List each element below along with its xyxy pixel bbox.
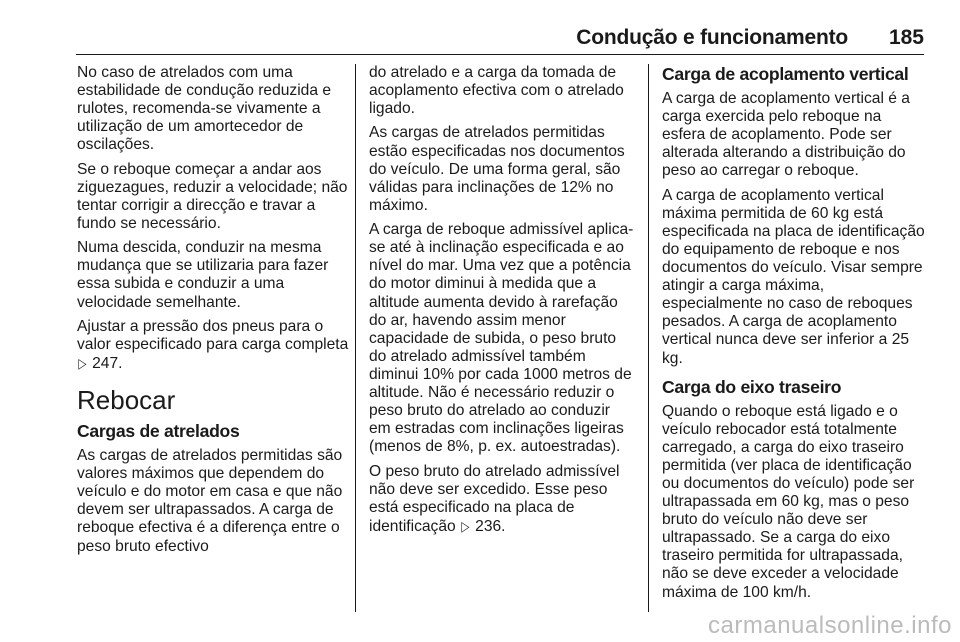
subsection-heading: Cargas de atrelados xyxy=(77,421,240,442)
paragraph: Se o reboque começar a andar aos ziguezagues, reduzir a velocidade; não tentar corrigir a direcção e travar a fundo se necessário. xyxy=(77,160,348,232)
section-title: Condução e funcionamento xyxy=(576,26,848,49)
subsection-heading: Carga do eixo traseiro xyxy=(662,376,842,397)
page-reference-link[interactable]: 247. xyxy=(92,354,123,372)
header-rule xyxy=(76,54,924,55)
paragraph: Quando o reboque está ligado e o veículo rebocador está totalmente carregado, a carga do eixo traseiro permitida (ver placa de identificação ou documentos do veículo) pode ser ultrapassada em 60 kg, mas o peso bruto do veículo não deve ser ultrapassado. Se a carga do eixo traseiro permitida for ultrapassada, não se deve exceder a velocidade máxima de 100 km/h. xyxy=(662,402,915,601)
paragraph: As cargas de atrelados permitidas são valores máximos que dependem do veículo e do motor em casa e que não devem ser ultrapassados. A carga de reboque efectiva é a diferença entre o peso bruto efectivo xyxy=(77,447,343,555)
paragraph: A carga de acoplamento vertical máxima permitida de 60 kg está especificada na placa de identificação do equipamento de reboque e nos documentos do veículo. Visar sempre atingir a carga máxima, especialmente no caso de reboques pesados. A carga de acoplamento vertical nunca deve ser inferior a 25 kg. xyxy=(662,186,925,367)
column-2 xyxy=(369,64,635,542)
page-reference-arrow-icon: ▷ xyxy=(461,517,470,534)
page-number: 185 xyxy=(888,26,924,49)
paragraph: As cargas de atrelados permitidas estão especificadas nos documentos do veículo. De uma forma geral, são válidas para inclinações de 12% no máximo. xyxy=(369,124,625,214)
column-1 xyxy=(77,64,349,562)
paragraph xyxy=(369,463,635,536)
watermark: carmanualsonline.info xyxy=(708,612,952,639)
column-divider xyxy=(648,64,649,612)
subsection-heading: Carga de acoplamento vertical xyxy=(662,64,909,84)
paragraph-text: Ajustar a pressão dos pneus para o valor especificado para carga completa xyxy=(77,317,349,353)
page-header xyxy=(0,0,960,58)
paragraph: A carga de acoplamento vertical é a carga exercida pelo reboque na esfera de acoplamento. Pode ser alterada alterando a distribuição do peso ao carregar o reboque. xyxy=(662,90,910,180)
paragraph: A carga de reboque admissível aplica-se até à inclinação especificada e ao nível do mar. Uma vez que a potência do motor diminui à medida que a altitude aumenta devido à rarefação do ar, havendo assim menor capacidade de subida, o peso bruto do atrelado admissível também diminui 10% por cada 1000 metros de altitude. Não é necessário reduzir o peso bruto do atrelado ao conduzir em estradas com inclinações ligeiras (menos de 8%, p. ex. autoestradas). xyxy=(369,221,634,456)
paragraph: Numa descida, conduzir na mesma mudança que se utilizaria para fazer essa subida e conduzir a uma velocidade semelhante. xyxy=(77,239,329,311)
page-reference-arrow-icon: ▷ xyxy=(78,354,87,371)
page-reference-link[interactable]: 236. xyxy=(475,517,506,535)
column-divider xyxy=(355,64,356,612)
paragraph-text: O peso bruto do atrelado admissível não deve ser excedido. Esse peso está especificado na placa de identificação xyxy=(369,462,620,535)
paragraph: No caso de atrelados com uma estabilidade de condução reduzida e rulotes, recomenda-se vivamente a utilização de um amortecedor de oscilações. xyxy=(77,64,332,154)
paragraph xyxy=(77,318,349,373)
section-heading: Rebocar xyxy=(77,385,176,416)
paragraph: do atrelado e a carga da tomada de acoplamento efectiva com o atrelado ligado. xyxy=(369,64,624,118)
column-3 xyxy=(662,64,928,608)
